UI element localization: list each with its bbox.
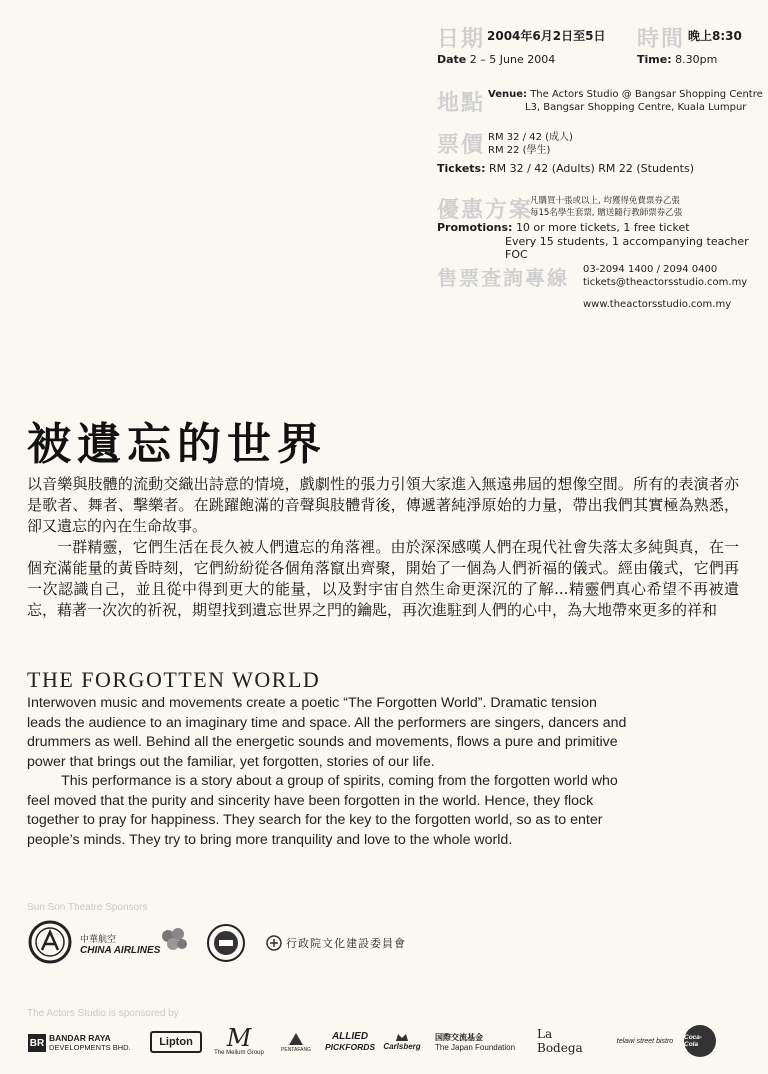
bandar-raya-logo: BR BANDAR RAYA DEVELOPMENTS BHD. <box>29 1033 131 1052</box>
tickets-en: Tickets: RM 32 / 42 (Adults) RM 22 (Students) <box>437 162 695 175</box>
theatre-sponsors-label: Sun Son Theatre Sponsors <box>27 902 148 913</box>
para-zh-2: 一群精靈，它們生活在長久被人們遺忘的角落裡。由於深深感嘆人們在現代社會失落太多純與真，在一個充滿能量的黃昏時刻，它們紛紛從各個角落竄出齊聚，開始了一個為人們祈福的儀式。經由儀式，它們再一次認識自己，並且從中得到更大的能量，以及對宇宙自然生命更深沉的了解...精靈們真心希望不再被遺忘，藉著一次次的祈祝，期望找到遺忘世界之門的鑰匙，再次進駐到人們的心中，為大地帶來更多的祥和 <box>27 538 739 619</box>
para-en-1: Interwoven music and movements create a poetic “The Forgotten World”. Dramatic tension leads the audience to an imaginary time and space. All the performers are singers, dancers and drummers as well. Behind all the energetic sounds and movements, flows a pure and primitive power that brings out the familiar, yet forgotten, stories of our life. <box>27 695 627 770</box>
venue-zh-label: 地點 <box>437 91 486 116</box>
promotions-en-2: Every 15 students, 1 accompanying teacher FOC <box>505 235 749 261</box>
date-zh-label: 日期 <box>437 27 486 52</box>
venue: Venue: The Actors Studio @ Bangsar Shopping Centre L3, Bangsar Shopping Centre, Kuala Lumpur <box>488 89 763 113</box>
booking-zh-label: 售票查詢專線 <box>437 266 569 290</box>
body-zh <box>27 474 739 621</box>
promo-zh-label: 優惠方案 <box>437 198 534 223</box>
japan-foundation-logo: 国際交流基金 The Japan Foundation <box>435 1033 516 1052</box>
cocacola-logo: Coca-Cola <box>684 1025 716 1057</box>
studio-sponsors-label: The Actors Studio is sponsored by <box>27 1008 179 1019</box>
time-en: Time: 8.30pm <box>637 53 718 66</box>
emblem-logo <box>205 922 247 964</box>
body-en <box>27 694 627 850</box>
sun-son-logo <box>28 920 72 964</box>
para-zh-1: 以音樂與肢體的流動交織出詩意的情境，戲劇性的張力引領大家進入無遠弗屆的想像空間。所有的表演者亦是歌者、舞者、擊樂者。在跳躍飽滿的音聲與肢體背後，傳遞著純淨原始的力量，帶出我們其實極為熟悉，卻又遺忘的內在生命故事。 <box>27 475 739 535</box>
telawi-logo: telawi street bistro <box>616 1037 674 1045</box>
time-zh: 晚上8:30 <box>688 29 742 43</box>
allied-pickfords-logo: ALLIED PICKFORDS <box>324 1031 376 1052</box>
promotions-en: Promotions: 10 or more tickets, 1 free ticket <box>437 221 690 234</box>
carlsberg-logo: Carlsberg <box>382 1026 422 1056</box>
title-zh: 被遺忘的世界 <box>27 419 327 470</box>
date-en: Date 2 – 5 June 2004 <box>437 53 556 66</box>
title-en: THE FORGOTTEN WORLD <box>27 667 321 692</box>
la-bodega-logo: La Bodega <box>537 1027 583 1055</box>
pentafang-logo: PENTAFANG <box>276 1028 316 1056</box>
tickets-zh: RM 32 / 42 (成人) RM 22 (學生) <box>488 132 573 156</box>
china-airlines-logo: 中華航空 CHINA AIRLINES <box>80 926 190 962</box>
tickets-zh-label: 票價 <box>437 133 486 158</box>
lipton-logo: Lipton <box>150 1031 202 1053</box>
mellum-logo: M The Mellum Group <box>214 1024 264 1056</box>
promo-zh: 凡購買十張或以上, 均獲得免費票券乙張 每15名學生套票, 贈送隨行教師票券乙張 <box>530 196 683 218</box>
date-zh: 2004年6月2日至5日 <box>487 29 606 43</box>
time-zh-label: 時間 <box>637 27 686 52</box>
para-en-2: This performance is a story about a group of spirits, coming from the forgotten world who feel moved that the purity and sincerity have been forgotten in the world. Hence, they flock together to pray for happiness. They search for the key to the forgotten world, so as to enter people’s minds. They try to bring more tranquility and love to the whole world. <box>27 773 618 848</box>
website: www.theactorsstudio.com.my <box>583 299 732 310</box>
council-logo: 行政院文化建設委員會 <box>266 934 416 952</box>
booking-contact: 03-2094 1400 / 2094 0400 tickets@theactorsstudio.com.my <box>583 264 748 288</box>
